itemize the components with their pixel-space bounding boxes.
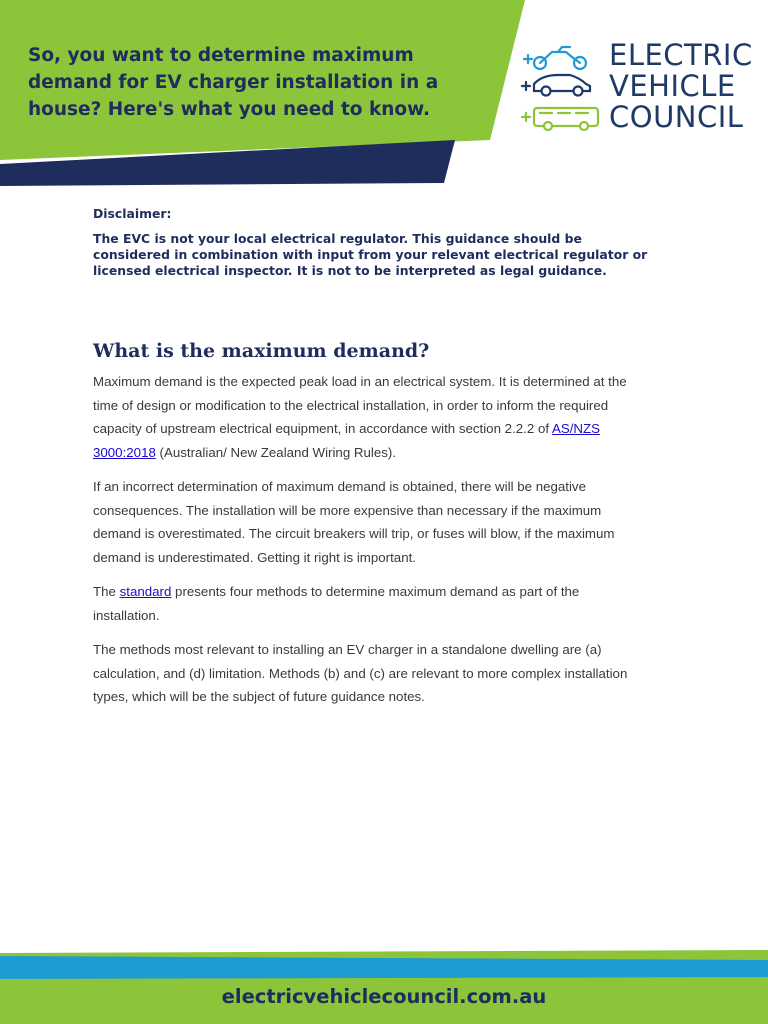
page-title: So, you want to determine maximum demand for EV charger installation in a house? Here's what you need to know.	[28, 45, 439, 120]
disclaimer-heading: Disclaimer:	[93, 206, 172, 221]
car-icon	[522, 75, 590, 96]
paragraph-3-tail: presents four methods to determine maximum demand as part of the installation.	[93, 584, 580, 623]
logo-wordmark	[609, 40, 753, 133]
paragraph-1	[93, 370, 638, 464]
section-body	[93, 370, 638, 720]
bus-icon	[522, 108, 598, 130]
footer-website[interactable]	[0, 985, 768, 1008]
footer-teal-stripe	[0, 956, 768, 979]
logo-line-2: VEHICLE	[609, 69, 736, 103]
section-heading: What is the maximum demand?	[93, 340, 430, 362]
disclaimer-text: The EVC is not your local electrical regulator. This guidance should be considered in combination with input from your relevant electrical regulator or licensed electrical inspector. It is not to be interpreted as legal guidance.	[93, 231, 648, 278]
logo-line-1: ELECTRIC	[609, 38, 753, 72]
motorcycle-icon	[524, 47, 586, 69]
paragraph-3	[93, 580, 638, 627]
logo-line-3: COUNCIL	[609, 100, 744, 134]
footer-url-text: electricvehiclecouncil.com.au	[221, 985, 547, 1008]
evc-logo	[518, 38, 753, 134]
asnzs-standard-link[interactable]: AS/NZS 3000:2018	[93, 421, 601, 460]
paragraph-3-text: The	[93, 584, 120, 599]
disclaimer-block	[93, 206, 653, 279]
paragraph-1-text: Maximum demand is the expected peak load in an electrical system. It is determined at the time of design or modification to the electrical installation, in order to inform the required capacity of upstream electrical equipment, in accordance with section 2.2.2 of	[93, 374, 627, 436]
paragraph-2: If an incorrect determination of maximum demand is obtained, there will be negative consequences. The installation will be more expensive than necessary if the maximum demand is overestimated. The circuit breakers will trip, or fuses will blow, if the maximum demand is underestimated. Getting it right is important.	[93, 479, 615, 565]
vehicle-icons	[518, 42, 608, 132]
standard-link[interactable]: standard	[119, 584, 172, 599]
paragraph-1-tail: (Australian/ New Zealand Wiring Rules).	[155, 444, 397, 460]
paragraph-4: The methods most relevant to installing an EV charger in a standalone dwelling are (a) calculation, and (d) limitation. Methods (b) and (c) are relevant to more complex installation types, which will be the subject of future guidance notes.	[93, 642, 628, 704]
